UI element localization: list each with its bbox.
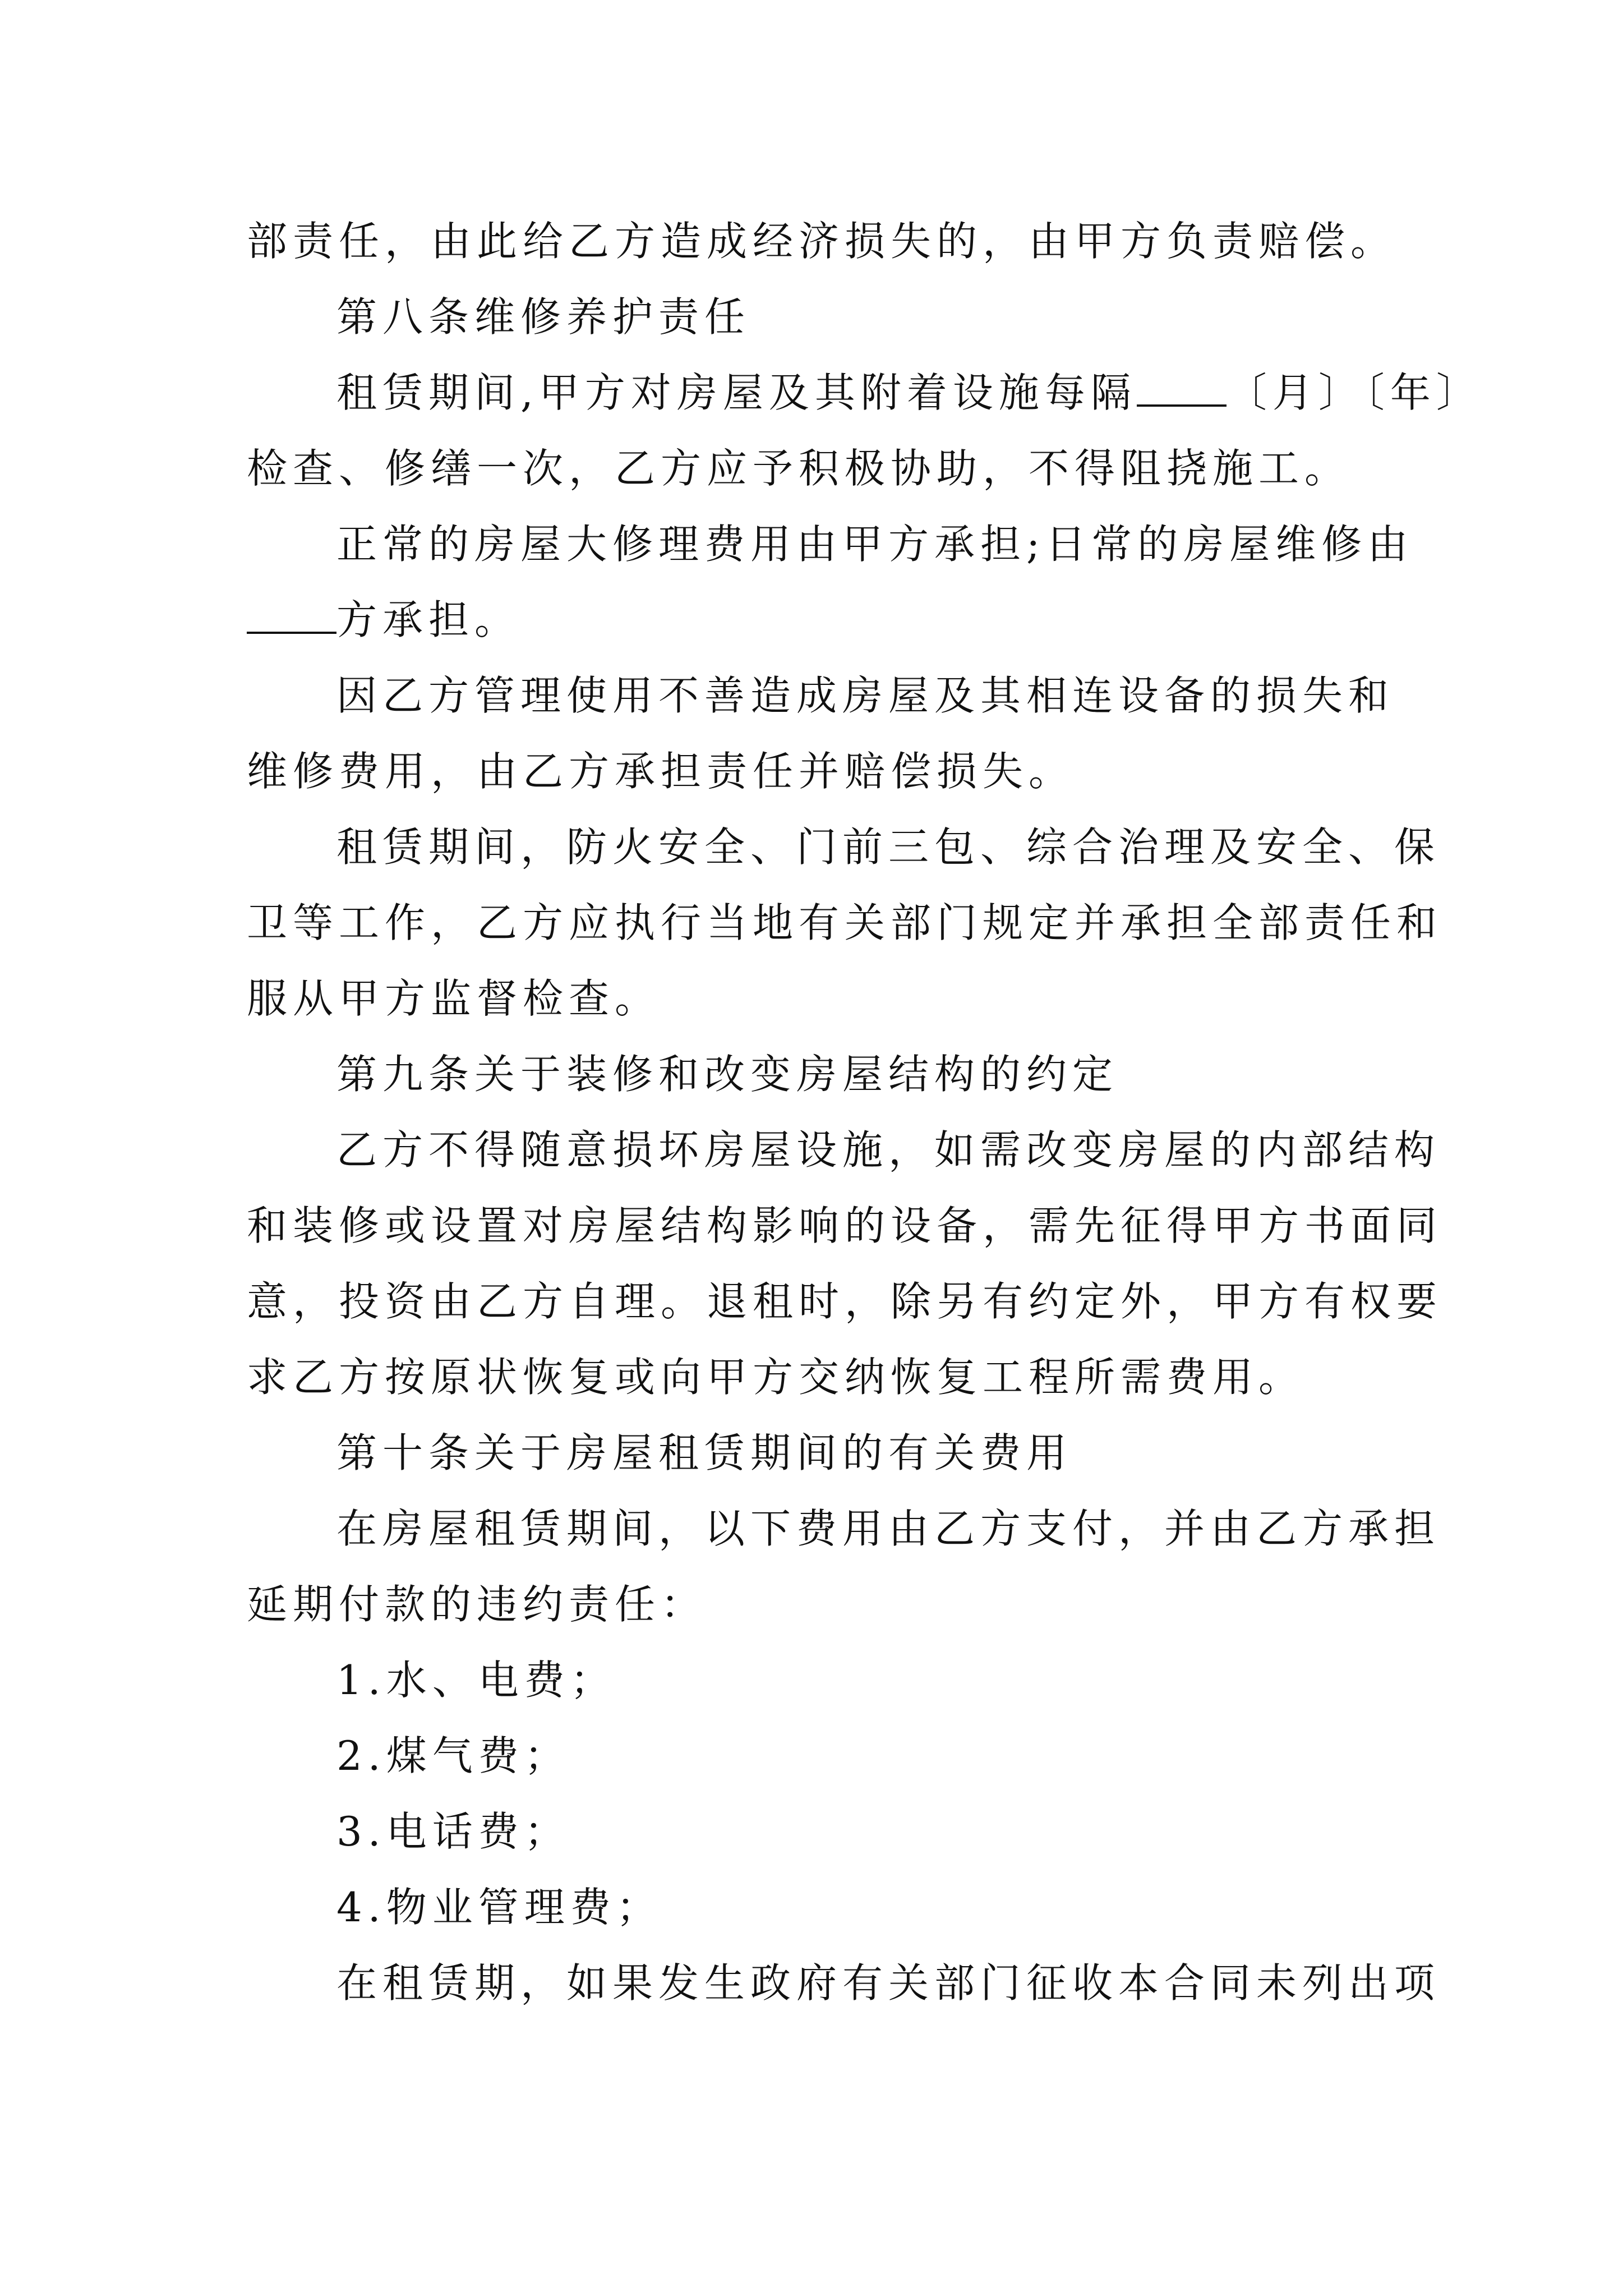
text-line-content: 检查、修缮一次，乙方应予积极协助，不得阻挠施工。: [247, 445, 1351, 492]
text-line-content: 租赁期间,甲方对房屋及其附着设施每隔: [336, 369, 1137, 416]
text-line: [247, 595, 520, 645]
fill-in-blank: [1137, 371, 1227, 407]
text-line: [247, 216, 1396, 266]
text-line-content: 方承担。: [336, 596, 521, 643]
list-item: [336, 1882, 662, 1932]
text-line: [336, 822, 1440, 872]
text-line-content: 部责任，由此给乙方造成经济损失的，由甲方负责赔偿。: [247, 218, 1397, 265]
text-line: [336, 1503, 1440, 1554]
text-line-content: 维修费用，由乙方承担责任并赔偿损失。: [247, 748, 1075, 795]
text-line-content: 服从甲方监督检查。: [247, 975, 661, 1022]
text-line-content: 意，投资由乙方自理。退租时，除另有约定外，甲方有权要: [247, 1278, 1443, 1325]
text-line-content: 因乙方管理使用不善造成房屋及其相连设备的损失和: [336, 672, 1395, 719]
list-item-text: 1.水、电费；: [336, 1657, 616, 1704]
text-line: [247, 1276, 1442, 1327]
text-line: [247, 746, 1075, 797]
list-item-text: 4.物业管理费；: [336, 1884, 662, 1931]
fill-in-blank: [247, 598, 336, 634]
text-line-content: 正常的房屋大修理费用由甲方承担;日常的房屋维修由: [336, 521, 1414, 568]
text-line-content: 在房屋租赁期间，以下费用由乙方支付，并由乙方承担: [336, 1505, 1441, 1552]
text-line: [247, 1579, 707, 1630]
text-line-content: 乙方不得随意损坏房屋设施，如需改变房屋的内部结构: [336, 1126, 1441, 1174]
text-line: [247, 973, 661, 1024]
text-line: [247, 898, 1442, 948]
text-line-content: 和装修或设置对房屋结构影响的设备，需先征得甲方书面同: [247, 1202, 1443, 1249]
list-item-text: 2.煤气费；: [336, 1732, 570, 1779]
text-line-content: 卫等工作，乙方应执行当地有关部门规定并承担全部责任和: [247, 899, 1443, 946]
section-heading-text: 第十条关于房屋租赁期间的有关费用: [336, 1429, 1073, 1476]
text-line-content: 〔月〕〔年〕: [1226, 369, 1482, 416]
text-line: [336, 1125, 1440, 1175]
text-line: [336, 519, 1413, 569]
list-item: [336, 1806, 570, 1857]
list-item: [336, 1731, 570, 1781]
text-line-content: 在租赁期，如果发生政府有关部门征收本合同未列出项: [336, 1959, 1441, 2007]
list-item-text: 3.电话费；: [336, 1808, 570, 1855]
text-line-content: 求乙方按原状恢复或向甲方交纳恢复工程所需费用。: [247, 1354, 1305, 1401]
text-line: [336, 670, 1394, 721]
section-heading-text: 第八条维修养护责任: [336, 293, 751, 341]
section-heading-text: 第九条关于装修和改变房屋结构的约定: [336, 1051, 1119, 1098]
text-line: [247, 1352, 1304, 1402]
text-line: [247, 443, 1350, 494]
text-line-content: 延期付款的违约责任：: [247, 1581, 707, 1628]
text-line-content: 租赁期间，防火安全、门前三包、综合治理及安全、保: [336, 823, 1441, 871]
list-item: [336, 1655, 616, 1705]
text-line: [247, 1200, 1442, 1251]
section-heading: [336, 1428, 1072, 1478]
section-heading: [336, 1049, 1118, 1099]
text-line: [336, 367, 1482, 418]
text-line: [336, 1958, 1440, 2008]
section-heading: [336, 292, 750, 342]
